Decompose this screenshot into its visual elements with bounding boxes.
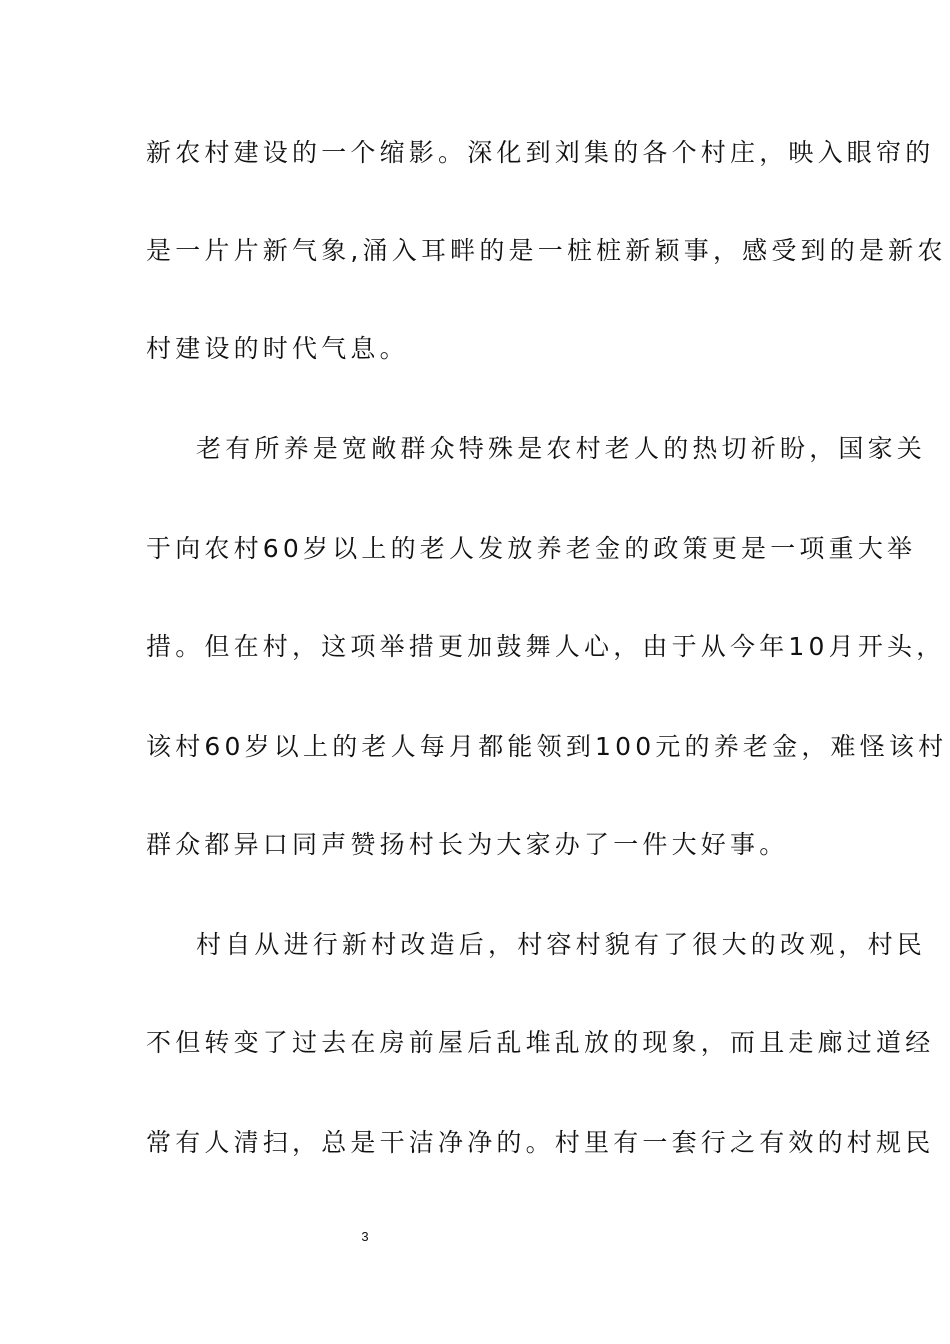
paragraph-2-line-5: 群众都异口同声赞扬村长为大家办了一件大好事。 xyxy=(146,830,789,859)
paragraph-2-line-1: 老有所养是宽敞群众特殊是农村老人的热切祈盼，国家关 xyxy=(196,434,927,463)
paragraph-3-line-1: 村自从进行新村改造后，村容村貌有了很大的改观，村民 xyxy=(196,930,927,959)
paragraph-1-line-2: 是一片片新气象,涌入耳畔的是一桩桩新颖事，感受到的是新农 xyxy=(146,236,947,265)
page-number: 3 xyxy=(361,1229,369,1244)
paragraph-1-line-1: 新农村建设的一个缩影。深化到刘集的各个村庄，映入眼帘的 xyxy=(146,138,935,167)
paragraph-1-line-3: 村建设的时代气息。 xyxy=(146,334,409,363)
paragraph-2-line-2: 于向农村60岁以上的老人发放养老金的政策更是一项重大举 xyxy=(146,534,917,563)
paragraph-3-line-2: 不但转变了过去在房前屋后乱堆乱放的现象，而且走廊过道经 xyxy=(146,1028,935,1057)
paragraph-2-line-3: 措。但在村，这项举措更加鼓舞人心，由于从今年10月开头， xyxy=(146,632,946,661)
paragraph-2-line-4: 该村60岁以上的老人每月都能领到100元的养老金，难怪该村 xyxy=(146,732,948,761)
paragraph-3-line-3: 常有人清扫，总是干洁净净的。村里有一套行之有效的村规民 xyxy=(146,1128,935,1157)
